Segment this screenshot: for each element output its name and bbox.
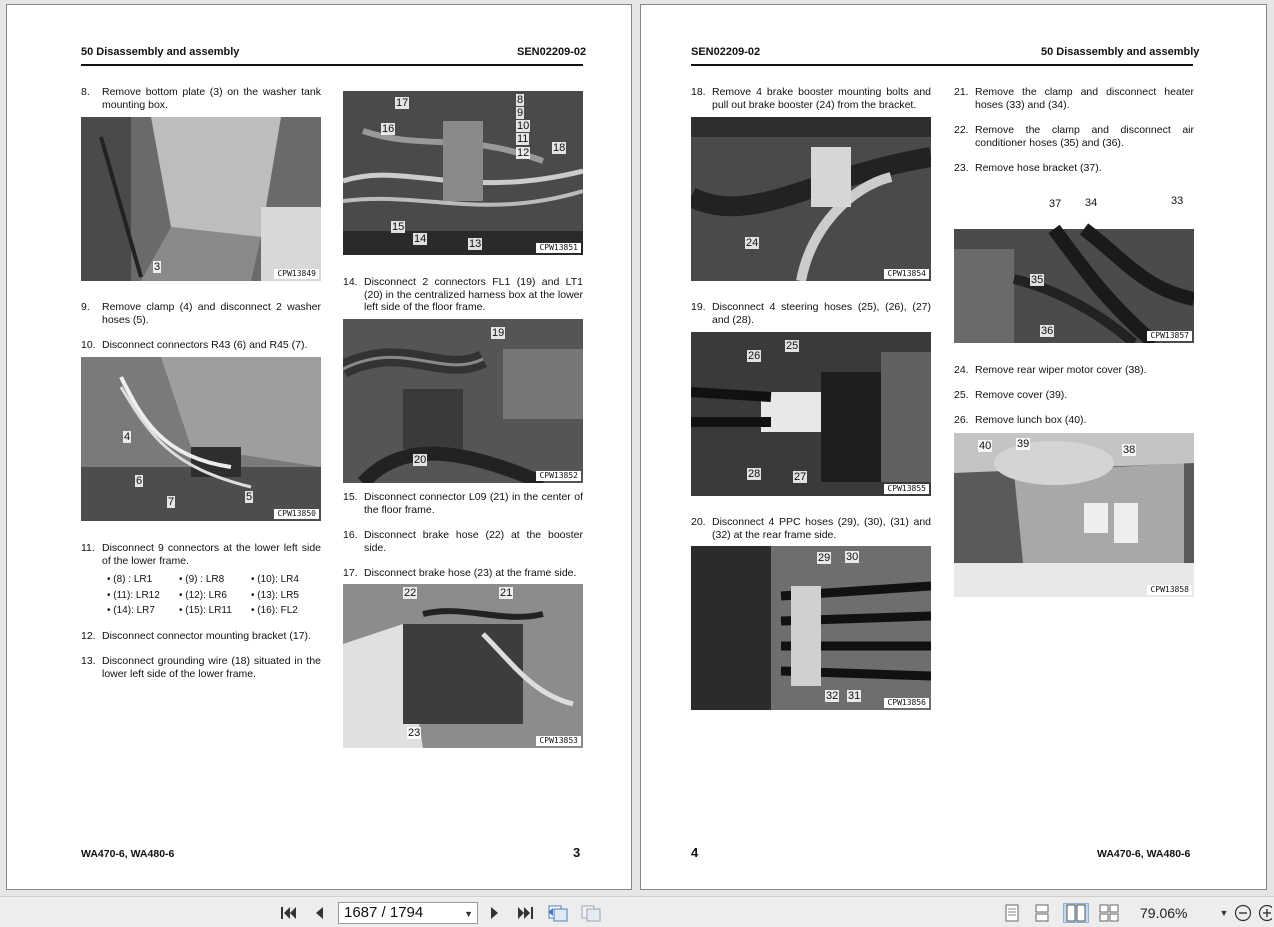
callout-label: 3 bbox=[154, 261, 161, 273]
page-number: 3 bbox=[573, 845, 581, 860]
callout-label: 28 bbox=[748, 468, 761, 480]
chevron-down-icon[interactable]: ▼ bbox=[464, 909, 473, 919]
callout-label: 19 bbox=[492, 327, 505, 339]
callout-label: 20 bbox=[414, 454, 427, 466]
callout-label: 33 bbox=[1171, 195, 1184, 207]
callout-label: 18 bbox=[553, 142, 566, 154]
callout-label: 10 bbox=[517, 120, 530, 132]
callout-label: 39 bbox=[1017, 438, 1030, 450]
callout-label: 6 bbox=[136, 475, 143, 487]
figure-photo bbox=[691, 117, 931, 281]
left-document-page bbox=[6, 4, 632, 890]
callout-label: 17 bbox=[396, 97, 409, 109]
step-14: 14. Disconnect 2 connectors FL1 (19) and LT1 (20) in the centralized harness box at the lower left side of the floor frame. bbox=[343, 276, 583, 313]
figure-code: CPW13851 bbox=[536, 243, 581, 253]
callout-label: 26 bbox=[748, 350, 761, 362]
figure-photo bbox=[81, 357, 321, 521]
figure-photo bbox=[691, 332, 931, 496]
step-10: 10. Disconnect connectors R43 (6) and R45 (7). bbox=[81, 339, 308, 351]
step-20: 20. Disconnect 4 PPC hoses (29), (30), (31) and (32) at the rear frame side. bbox=[691, 516, 931, 541]
figure-code: CPW13854 bbox=[884, 269, 929, 279]
photo-illustration bbox=[691, 332, 931, 496]
figure-photo bbox=[81, 117, 321, 281]
callout-label: 40 bbox=[979, 440, 992, 452]
figure-photo bbox=[343, 91, 583, 255]
figure-photo bbox=[343, 319, 583, 483]
connector-item: • (15): LR11 bbox=[179, 605, 232, 616]
page-indicator: 1687 / 1794 bbox=[344, 904, 424, 921]
callout-label: 8 bbox=[517, 94, 524, 106]
continuous-facing-view-icon[interactable] bbox=[1098, 903, 1120, 923]
step-18: 18. Remove 4 brake booster mounting bolts and pull out brake booster (24) from the bracket. bbox=[691, 86, 931, 111]
callout-label: 30 bbox=[846, 551, 859, 563]
header-rule bbox=[691, 64, 1193, 66]
zoom-value: 79.06% bbox=[1140, 905, 1188, 921]
step-24: 24. Remove rear wiper motor cover (38). bbox=[954, 364, 1147, 376]
callout-label: 22 bbox=[404, 587, 417, 599]
callout-label: 9 bbox=[517, 107, 524, 119]
figure-code: CPW13852 bbox=[536, 471, 581, 481]
connector-list bbox=[107, 574, 323, 618]
callout-label: 23 bbox=[408, 727, 421, 739]
step-13: 13. Disconnect grounding wire (18) situated in the lower left side of the lower frame. bbox=[81, 655, 321, 680]
figure-photo bbox=[691, 546, 931, 710]
page-header-doc-id: SEN02209-02 bbox=[517, 46, 587, 58]
callout-label: 36 bbox=[1041, 325, 1054, 337]
callout-label: 11 bbox=[517, 133, 529, 145]
continuous-view-icon[interactable] bbox=[1033, 903, 1051, 923]
page-header-title: 50 Disassembly and assembly bbox=[1041, 46, 1200, 58]
step-22: 22. Remove the clamp and disconnect air conditioner hoses (35) and (36). bbox=[954, 124, 1194, 149]
step-11: 11. Disconnect 9 connectors at the lower left side of the lower frame. bbox=[81, 542, 321, 567]
photo-illustration bbox=[691, 546, 931, 710]
step-25: 25. Remove cover (39). bbox=[954, 389, 1068, 401]
zoom-in-icon[interactable] bbox=[1258, 903, 1272, 923]
zoom-out-icon[interactable] bbox=[1233, 903, 1253, 923]
page-footer-model: WA470-6, WA480-6 bbox=[1097, 848, 1191, 860]
connector-item: • (9) : LR8 bbox=[179, 574, 225, 585]
connector-item: • (8) : LR1 bbox=[107, 574, 153, 585]
connector-item: • (14): LR7 bbox=[107, 605, 155, 616]
step-8: 8. Remove bottom plate (3) on the washer tank mounting box. bbox=[81, 86, 321, 111]
facing-view-icon[interactable] bbox=[1063, 903, 1089, 923]
figure-photo bbox=[343, 584, 583, 748]
connector-item: • (10): LR4 bbox=[251, 574, 299, 585]
figure-code: CPW13853 bbox=[536, 736, 581, 746]
page-number: 4 bbox=[691, 845, 699, 860]
zoom-dropdown-icon[interactable]: ▼ bbox=[1219, 908, 1229, 918]
step-9: 9. Remove clamp (4) and disconnect 2 washer hoses (5). bbox=[81, 301, 321, 326]
callout-label: 31 bbox=[848, 690, 861, 702]
callout-label: 38 bbox=[1123, 444, 1136, 456]
callout-label: 29 bbox=[818, 552, 831, 564]
step-21: 21. Remove the clamp and disconnect heater hoses (33) and (34). bbox=[954, 86, 1194, 111]
connector-item: • (16): FL2 bbox=[251, 605, 298, 616]
photo-illustration bbox=[691, 117, 931, 281]
callout-label: 27 bbox=[794, 471, 807, 483]
step-17: 17. Disconnect brake hose (23) at the frame side. bbox=[343, 567, 577, 579]
figure-code: CPW13849 bbox=[274, 269, 319, 279]
connector-item: • (13): LR5 bbox=[251, 589, 299, 601]
figure-code: CPW13858 bbox=[1147, 585, 1192, 595]
figure-code: CPW13850 bbox=[274, 509, 319, 519]
photo-illustration bbox=[343, 91, 583, 255]
step-16: 16. Disconnect brake hose (22) at the booster side. bbox=[343, 529, 583, 554]
photo-illustration bbox=[343, 584, 583, 748]
figure-photo bbox=[954, 433, 1194, 597]
single-page-view-icon[interactable] bbox=[1003, 903, 1021, 923]
callout-label: 13 bbox=[469, 238, 482, 250]
step-19: 19. Disconnect 4 steering hoses (25), (26), (27) and (28). bbox=[691, 301, 931, 326]
figure-code: CPW13855 bbox=[884, 484, 929, 494]
callout-label: 14 bbox=[414, 233, 427, 245]
callout-label: 37 bbox=[1049, 198, 1062, 210]
right-document-page bbox=[640, 4, 1267, 890]
viewer-toolbar bbox=[0, 896, 1274, 927]
callout-label: 16 bbox=[382, 123, 395, 135]
connector-item: • (11): LR12 bbox=[107, 589, 160, 601]
callout-label: 21 bbox=[500, 587, 513, 599]
photo-illustration bbox=[954, 189, 1194, 343]
callout-label: 5 bbox=[246, 491, 253, 503]
photo-illustration bbox=[81, 357, 321, 521]
callout-label: 15 bbox=[392, 221, 405, 233]
figure-code: CPW13856 bbox=[884, 698, 929, 708]
previous-view-icon[interactable] bbox=[547, 903, 569, 923]
callout-label: 7 bbox=[168, 496, 175, 508]
connector-item: • (12): LR6 bbox=[179, 589, 227, 601]
callout-label: 4 bbox=[124, 431, 131, 443]
next-page-icon[interactable] bbox=[486, 903, 504, 923]
callout-label: 24 bbox=[746, 237, 759, 249]
callout-label: 12 bbox=[517, 147, 530, 159]
next-view-icon[interactable] bbox=[580, 903, 602, 923]
first-page-icon[interactable] bbox=[279, 903, 299, 923]
photo-illustration bbox=[954, 433, 1194, 597]
page-header-doc-id: SEN02209-02 bbox=[691, 46, 761, 58]
step-15: 15. Disconnect connector L09 (21) in the center of the floor frame. bbox=[343, 491, 583, 516]
page-number-field[interactable] bbox=[338, 902, 478, 924]
callout-label: 25 bbox=[786, 340, 799, 352]
step-12: 12. Disconnect connector mounting bracket (17). bbox=[81, 630, 311, 642]
callout-label: 32 bbox=[826, 690, 839, 702]
step-26: 26. Remove lunch box (40). bbox=[954, 414, 1087, 426]
header-rule bbox=[81, 64, 583, 66]
figure-photo bbox=[954, 189, 1194, 343]
step-23: 23. Remove hose bracket (37). bbox=[954, 162, 1102, 174]
last-page-icon[interactable] bbox=[515, 903, 535, 923]
callout-label: 34 bbox=[1085, 197, 1098, 209]
page-footer-model: WA470-6, WA480-6 bbox=[81, 848, 175, 860]
photo-illustration bbox=[343, 319, 583, 483]
photo-illustration bbox=[81, 117, 321, 281]
callout-label: 35 bbox=[1031, 274, 1044, 286]
previous-page-icon[interactable] bbox=[310, 903, 328, 923]
figure-code: CPW13857 bbox=[1147, 331, 1192, 341]
page-header-title: 50 Disassembly and assembly bbox=[81, 46, 240, 58]
